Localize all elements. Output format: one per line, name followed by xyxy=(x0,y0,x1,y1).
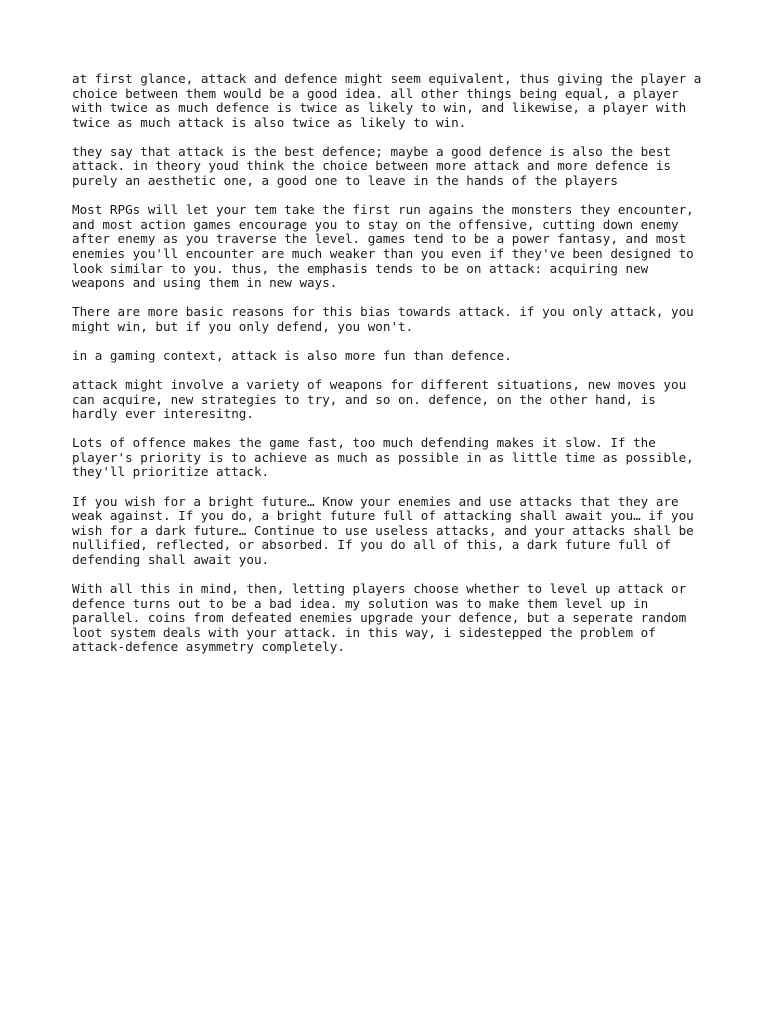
paragraph-1: at first glance, attack and defence might seem equivalent, thus giving the player a choice between them would be a good idea. all other things being equal, a player with twice as much defence is twice as likely to win, and likewise, a player with twice as much attack is also twice as likely to win. xyxy=(72,71,702,130)
paragraph-9: With all this in mind, then, letting players choose whether to level up attack or defence turns out to be a bad idea. my solution was to make them level up in parallel. coins from defeated enemies upgrade your defence, but a seperate random loot system deals with your attack. in this way, i sidestepped the problem of attack-defence asymmetry completely. xyxy=(72,581,687,655)
paragraph-8: If you wish for a bright future… Know your enemies and use attacks that they are weak against. If you do, a bright future full of attacking shall await you… if you wish for a dark future… Continue to use useless attacks, and your attacks shall be nullified, reflected, or absorbed. If you do all of this, a dark future full of defending shall await you. xyxy=(72,493,694,567)
document-page xyxy=(72,72,702,670)
paragraph-7: Lots of offence makes the game fast, too much defending makes it slow. If the player's priority is to achieve as much as possible in as little time as possible, they'll prioritize attack. xyxy=(72,435,694,480)
paragraph-6: attack might involve a variety of weapons for different situations, new moves you can acquire, new strategies to try, and so on. defence, on the other hand, is hardly ever interesitng. xyxy=(72,377,687,422)
paragraph-2: they say that attack is the best defence; maybe a good defence is also the best attack. in theory youd think the choice between more attack and more defence is purely an aesthetic one, a good one to leave in the hands of the players xyxy=(72,143,671,189)
paragraph-5: in a gaming context, attack is also more fun than defence. xyxy=(72,347,512,363)
paragraph-3: Most RPGs will let your tem take the first run agains the monsters they encounter, and most action games encourage you to stay on the offensive, cutting down enemy after enemy as you traverse the level. games tend to be a power fantasy, and most enemies you'll encounter are much weaker than you even if they've been designed to look similar to you. thus, the emphasis tends to be on attack: acquiring new weapons and using them in new ways. xyxy=(72,202,694,291)
paragraph-4: There are more basic reasons for this bias towards attack. if you only attack, you might win, but if you only defend, you won't. xyxy=(72,304,694,334)
